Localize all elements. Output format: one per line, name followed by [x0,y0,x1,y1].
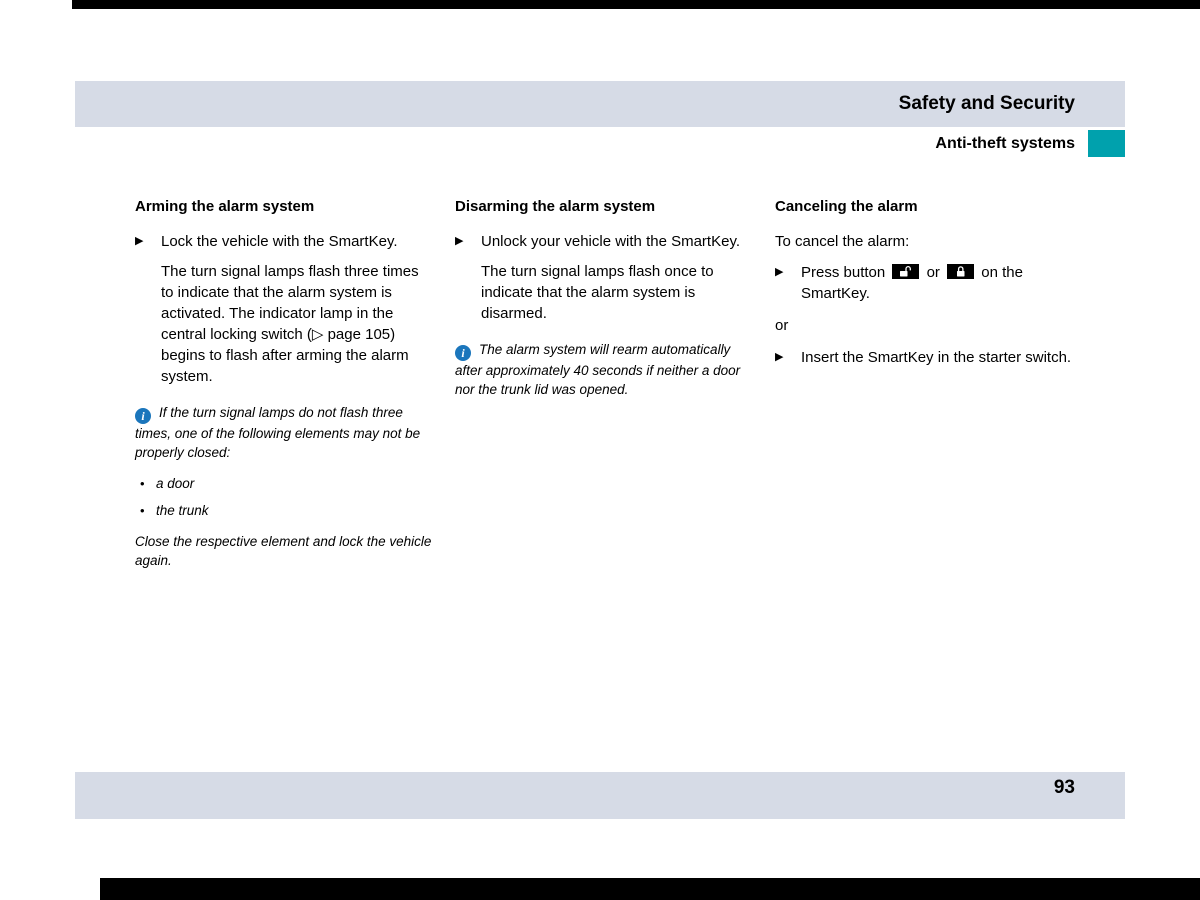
footer-bar [75,772,1125,819]
instruction-bullet [775,262,1075,304]
bullet-arrow-icon: ▶ [135,235,144,247]
column-heading: Arming the alarm system [135,198,315,215]
column-disarming [455,197,755,570]
column-heading: Canceling the alarm [775,198,918,215]
accent-block [1088,130,1125,157]
note-list-item-text: a door [156,476,195,491]
instruction-bullet [775,347,1075,368]
info-icon: i [135,408,151,424]
info-note [135,403,435,462]
note-list-item [135,474,435,493]
subsection-row [75,130,1125,157]
instruction-bullet [135,231,435,252]
bullet-arrow-icon: ▶ [775,266,784,278]
bullet-dot-icon: • [140,476,145,491]
lock-button-icon [947,264,974,279]
press-button-text-mid: or [926,264,940,281]
instruction-text [801,262,1075,304]
page-number: 93 [1053,777,1075,798]
bullet-arrow-icon: ▶ [775,351,784,363]
column-arming [135,197,435,570]
instruction-text: Lock the vehicle with the SmartKey. [161,233,398,250]
unlock-button-icon [892,264,919,279]
info-note [455,340,755,399]
intro-text: To cancel the alarm: [775,233,910,250]
note-text: The alarm system will rearm automatically after approximately 40 seconds if neither a door nor the trunk lid was opened. [455,342,741,397]
info-icon: i [455,345,471,361]
top-rule [72,0,1200,9]
note-text: If the turn signal lamps do not flash three times, one of the following elements may not be properly closed: [135,405,421,460]
press-button-text-post: on the SmartKey. [801,264,1023,302]
content-columns [135,197,1075,570]
bullet-dot-icon: • [140,503,145,518]
or-label: or [775,317,789,334]
instruction-text: Unlock your vehicle with the SmartKey. [481,233,740,250]
bullet-arrow-icon: ▶ [455,235,464,247]
header-bar [75,81,1125,127]
column-canceling [775,197,1075,570]
bottom-rule [100,878,1200,900]
note-list-item [135,501,435,520]
subsection-title: Anti-theft systems [935,134,1075,152]
press-button-text-pre: Press button [801,264,886,281]
instruction-bullet [455,231,755,252]
note-list [135,474,435,520]
column-heading: Disarming the alarm system [455,198,656,215]
instruction-text: Insert the SmartKey in the starter switch. [801,349,1072,366]
note-closing-text: Close the respective element and lock the vehicle again. [135,534,432,568]
body-paragraph: The turn signal lamps flash three times to indicate that the alarm system is activated. The indicator lamp in the central locking switch (▷ page 105) begins to flash after arming the alarm system. [161,263,419,385]
section-title: Safety and Security [898,93,1075,114]
note-list-item-text: the trunk [156,503,209,518]
body-paragraph: The turn signal lamps flash once to indicate that the alarm system is disarmed. [481,263,714,322]
